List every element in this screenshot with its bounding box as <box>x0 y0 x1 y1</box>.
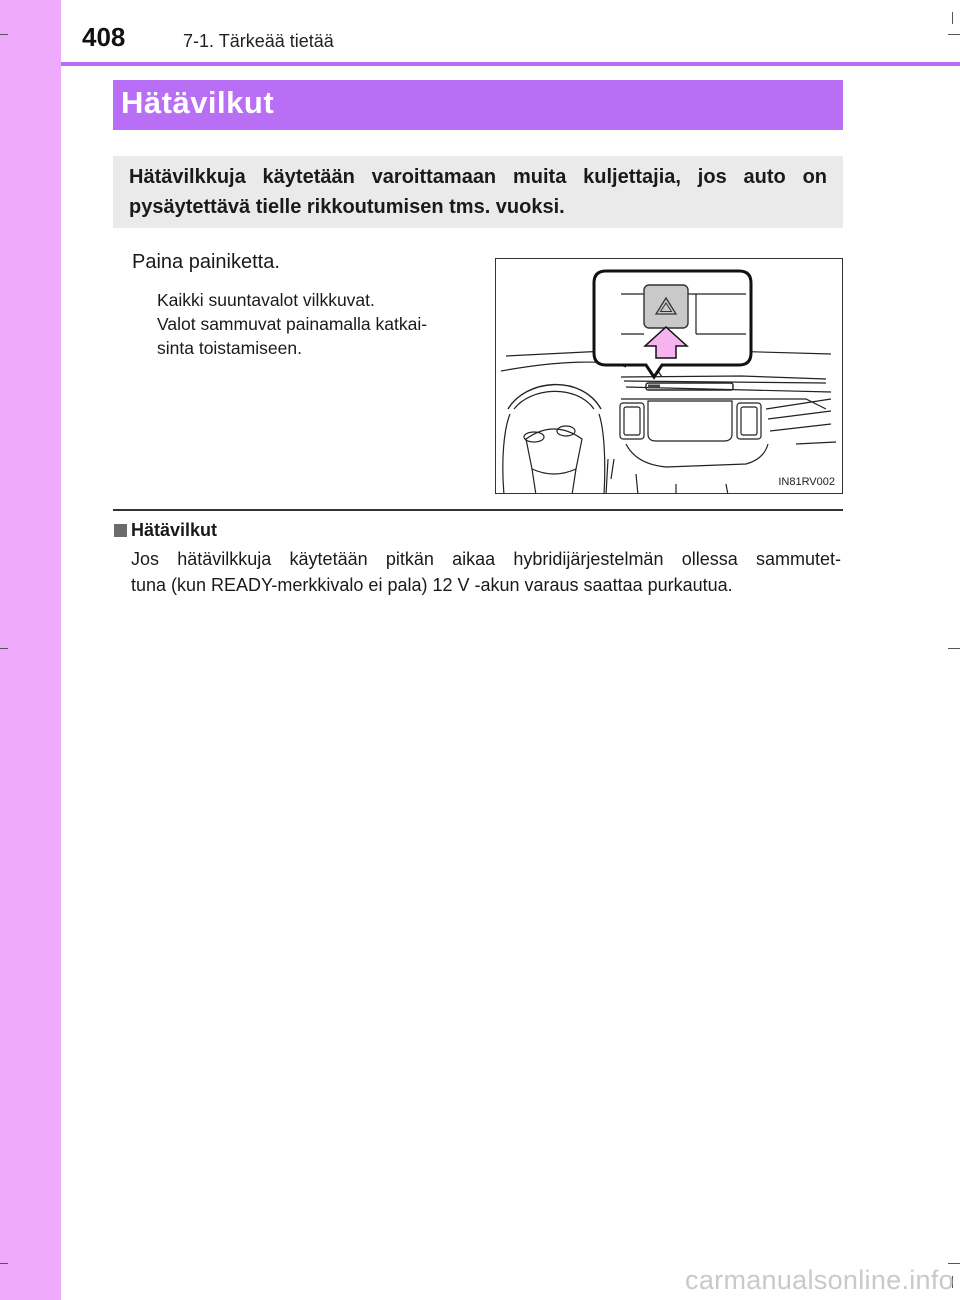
section-divider <box>113 509 843 511</box>
crop-mark <box>0 1263 8 1264</box>
crop-mark <box>952 12 953 24</box>
step-detail-line: Kaikki suuntavalot vilkkuvat. <box>157 290 375 310</box>
note-title: Hätävilkut <box>131 520 218 540</box>
note-body-line: Jos hätävilkkuja käytetään pitkän aikaa hybridijärjestelmän ollessa sammutet- <box>131 549 841 569</box>
page-number: 408 <box>82 22 126 52</box>
step-detail-line: sinta toistamiseen. <box>157 338 302 358</box>
title-bar <box>113 80 843 130</box>
crop-mark <box>948 1263 960 1264</box>
page-title: Hätävilkut <box>121 85 275 120</box>
figure-id: IN81RV002 <box>778 476 835 488</box>
note-body <box>131 546 841 598</box>
watermark: carmanualsonline.info <box>685 1265 954 1295</box>
intro-text: Hätävilkkuja käytetään varoittamaan muita kuljettajia, jos auto on pysäytettävä tielle rikkoutumisen tms. vuoksi. <box>129 166 827 218</box>
side-tab <box>0 0 61 1300</box>
header-rule <box>61 62 960 66</box>
note-bullet-icon <box>114 524 127 537</box>
intro-box <box>113 156 843 228</box>
dashboard-drawing <box>496 259 843 494</box>
crop-mark <box>948 648 960 649</box>
note-body-line: tuna (kun READY-merkkivalo ei pala) 12 V -akun varaus saattaa purkautua. <box>131 575 733 595</box>
crop-mark <box>0 648 8 649</box>
dashboard-illustration <box>495 258 843 494</box>
crop-mark <box>948 34 960 35</box>
step-instruction: Paina painiketta. <box>132 251 280 273</box>
crop-mark <box>0 34 8 35</box>
step-detail <box>157 288 487 360</box>
section-header: 7-1. Tärkeää tietää <box>183 31 334 51</box>
step-detail-line: Valot sammuvat painamalla katkai- <box>157 314 428 334</box>
